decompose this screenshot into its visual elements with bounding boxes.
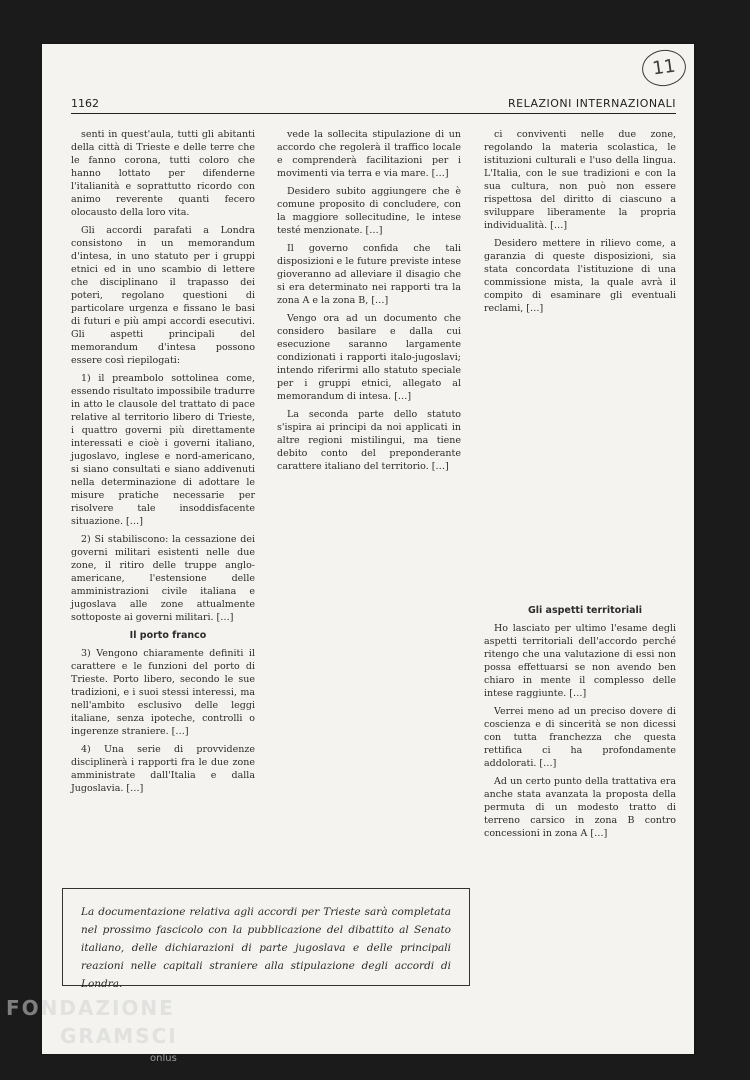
document-page: [42, 44, 694, 1054]
editorial-note-box: La documentazione relativa agli accordi per Trieste sarà completata nel prossimo fascicolo con la pubblicazione del dibattito al Senato italiano, delle dichiarazioni di parte jugoslava e delle principali reazioni nelle capitali straniere alla stipulazione degli accordi di Londra.: [62, 888, 470, 986]
paragraph: 3) Vengono chiaramente definiti il carattere e le funzioni del porto di Trieste. Porto libero, secondo le sue tradizioni, e i suoi stessi interessi, ma nell'ambito esclusivo delle leggi italiane, senza ipoteche, controlli o ingerenze straniere. […]: [71, 648, 255, 737]
paragraph: La seconda parte dello statuto s'ispira ai principi da noi applicati in altre regioni mistilingui, ma tiene debito conto del preponderante carattere italiano del territorio. […]: [277, 409, 461, 472]
section-heading-aspetti-territoriali: Gli aspetti territoriali: [527, 605, 643, 616]
paragraph: Vengo ora ad un documento che considero basilare e dalla cui esecuzione saranno largamente condizionati i rapporti italo-jugoslavi; intendo riferirmi allo statuto speciale per i gruppi etnici, allegato al memorandum di intesa. […]: [277, 313, 461, 402]
paragraph: vede la sollecita stipulazione di un accordo che regolerà il traffico locale e comprenderà facilitazioni per i movimenti via terra e via mare. […]: [277, 129, 461, 179]
paragraph: 4) Una serie di provvidenze disciplinerà i rapporti fra le due zone amministrate dall'Italia e dalla Jugoslavia. […]: [71, 744, 255, 794]
paragraph: ci conviventi nelle due zone, regolando la materia scolastica, le istituzioni culturali e l'uso della lingua. L'Italia, con le sue tradizioni e con la sua cultura, non può non essere rispettosa del diritto di ciascuno a sviluppare liberamente la propria individualità. […]: [484, 129, 676, 231]
watermark-line-1: FONDAZIONE: [6, 996, 175, 1020]
paragraph: Desidero subito aggiungere che è comune proposito di concludere, con la maggiore sollecitudine, le intese testé menzionate. […]: [277, 186, 461, 236]
paragraph: 1) il preambolo sottolinea come, essendo risultato impossibile tradurre in atto le clausole del trattato di pace relative al territorio libero di Trieste, i quattro governi più direttamente interessati e cioè i governi italiano, jugoslavo, inglese e nord-americano, si siano consultati e siano addivenuti nella determinazione di adottare le misure pratiche necessarie per risolvere tale insoddisfacente situazione. […]: [71, 373, 255, 527]
page-header: [71, 97, 676, 114]
watermark-sub: onlus: [150, 1053, 177, 1064]
fondazione-gramsci-watermark: [6, 996, 178, 1048]
section-heading-porto-franco: Il porto franco: [129, 630, 207, 641]
paragraph: Ad un certo punto della trattativa era anche stata avanzata la proposta della permuta di un modesto tratto di terreno carsico in zona B contro concessioni in zona A […]: [484, 776, 676, 839]
text-column-1: [71, 128, 255, 794]
running-head: RELAZIONI INTERNAZIONALI: [507, 97, 676, 110]
paragraph: Ho lasciato per ultimo l'esame degli aspetti territoriali dell'accordo perché ritengo che una valutazione di essi non possa effettuarsi se non avendo ben chiaro in mente il complesso delle intese raggiunte. […]: [484, 623, 676, 699]
page-number: 1162: [71, 97, 99, 110]
paragraph: senti in quest'aula, tutti gli abitanti della città di Trieste e delle terre che le fanno corona, tutti coloro che hanno lottato per difenderne l'italianità e soprattutto ricordo con animo reverente quanti fecero olocausto della loro vita.: [71, 129, 255, 218]
archive-page-number-stamp: 11: [640, 47, 689, 89]
text-column-3-lower: [484, 604, 676, 1024]
paragraph: Desidero mettere in rilievo come, a garanzia di queste disposizioni, sia stata concordata l'istituzione di una commissione mista, la quale avrà il compito di esaminare gli eventuali reclami, […]: [484, 238, 676, 314]
text-column-2: [277, 128, 461, 708]
watermark-line-2: GRAMSCI: [60, 1024, 178, 1048]
paragraph: Verrei meno ad un preciso dovere di coscienza e di sincerità se non dicessi con tutta franchezza che questa rettifica ci ha profondamente addolorati. […]: [484, 706, 676, 769]
paragraph: Gli accordi parafati a Londra consistono in un memorandum d'intesa, in uno statuto per i gruppi etnici ed in uno scambio di lettere che disciplinano il trapasso dei poteri, regolano questioni di particolare urgenza e fissano le basi di futuri e più ampi accordi esecutivi. Gli aspetti principali del memorandum d'intesa possono essere così riepilogati:: [71, 225, 255, 366]
paragraph: Il governo confida che tali disposizioni e le future previste intese gioveranno ad alleviare il disagio che si era determinato nei rapporti tra la zona A e la zona B, […]: [277, 243, 461, 306]
paragraph: 2) Si stabiliscono: la cessazione dei governi militari esistenti nelle due zone, il ritiro delle truppe anglo-americane, l'estensione delle amministrazioni civile italiana e jugoslava alle zone attualmente sottoposte ai governi militari. […]: [71, 534, 255, 623]
text-column-3: [484, 128, 676, 598]
